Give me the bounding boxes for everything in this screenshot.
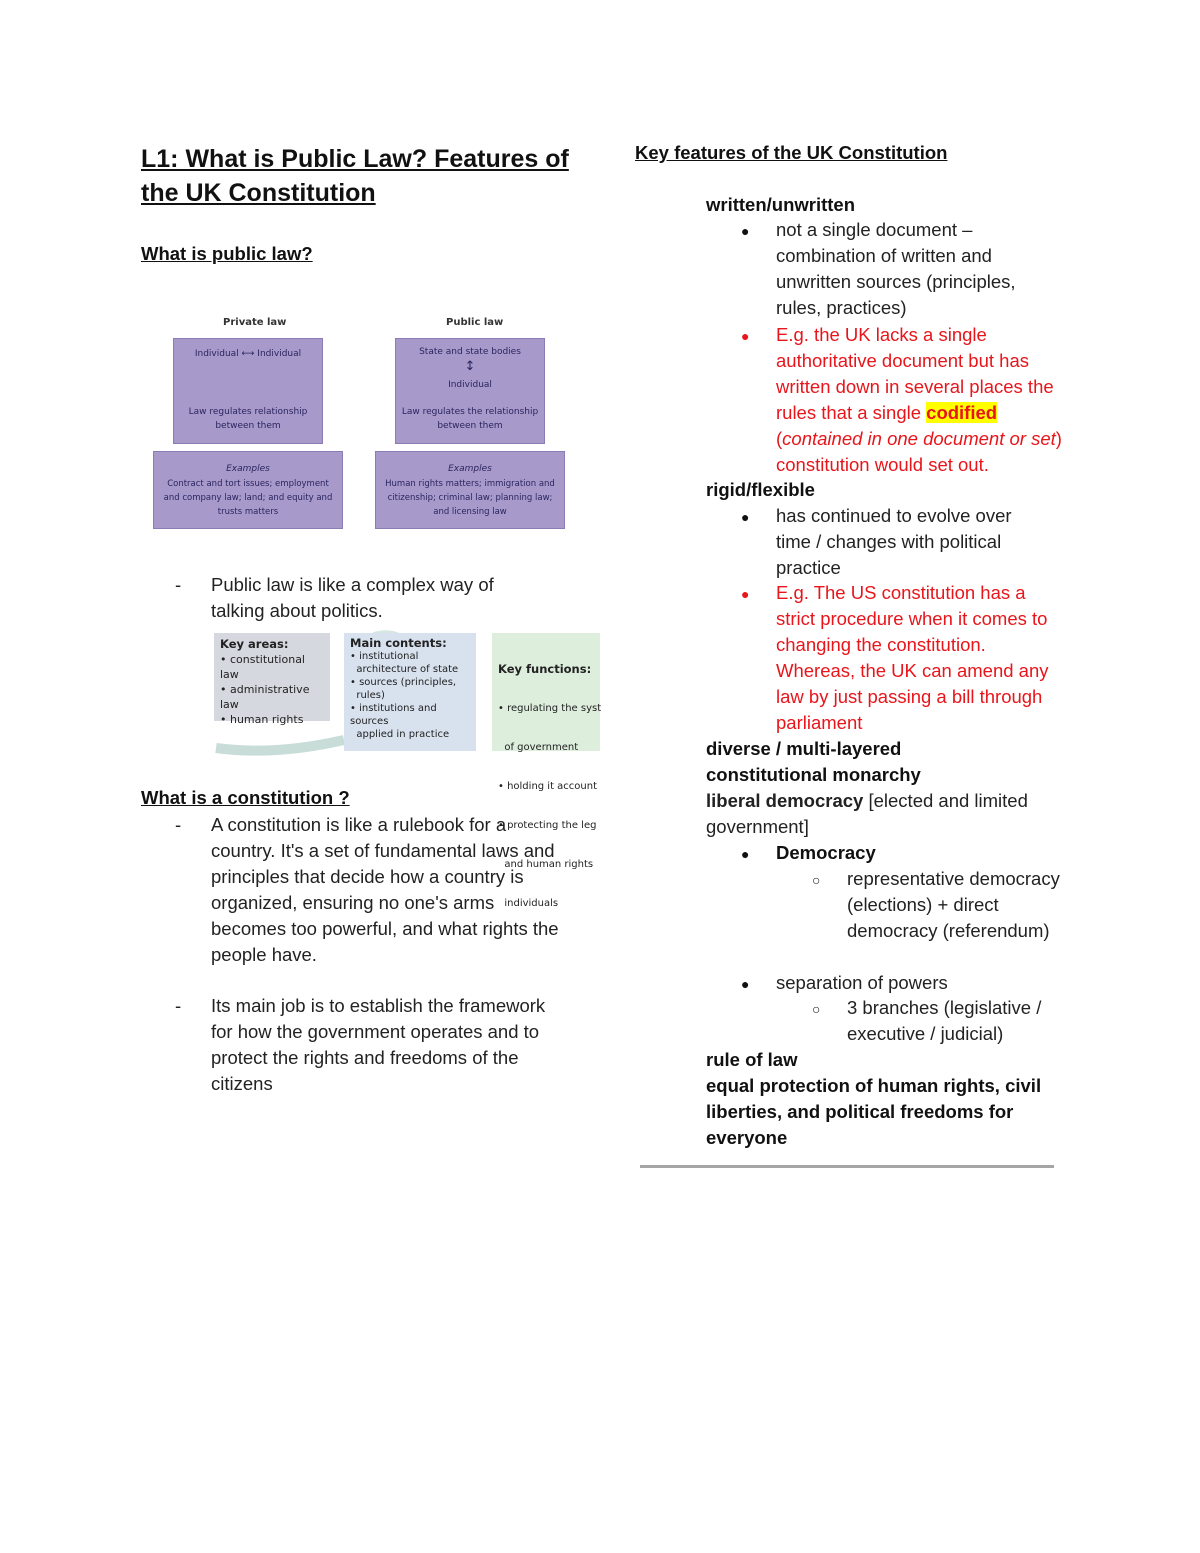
bullet-icon: ● bbox=[741, 846, 750, 862]
diagram-text: and human rights bbox=[498, 859, 594, 870]
private-law-box bbox=[173, 338, 323, 444]
list-item-text bbox=[776, 322, 1066, 478]
key-functions-title: Key functions: bbox=[498, 662, 592, 676]
feature-rigid-flexible: rigid/flexible bbox=[706, 479, 815, 500]
heading-what-is-constitution: What is a constitution ? bbox=[141, 787, 350, 808]
list-item-text: Public law is like a complex way of talking about politics. bbox=[211, 574, 494, 621]
diagram-text: • regulating the syst bbox=[498, 703, 602, 714]
list-item-text: separation of powers bbox=[776, 972, 948, 993]
key-areas-box bbox=[214, 633, 330, 726]
example-italic-text: contained in one document or set bbox=[782, 428, 1056, 449]
diagram-text: • human rights bbox=[220, 713, 304, 726]
bullet-icon: ● bbox=[741, 223, 750, 239]
diagram-text: • administrative law bbox=[220, 683, 310, 711]
public-law-label: Public law bbox=[446, 317, 504, 328]
feature-diverse: diverse / multi-layered bbox=[706, 738, 902, 759]
diagram-text: Individual ⟷ Individual bbox=[194, 349, 302, 359]
diagram-text: and company law; land; and equity and bbox=[163, 493, 333, 503]
diagram-text: citizenship; criminal law; planning law; bbox=[387, 493, 553, 503]
diagram-text: • sources (principles, bbox=[350, 677, 457, 688]
feature-monarchy: constitutional monarchy bbox=[706, 764, 921, 785]
bullet-icon: ● bbox=[741, 976, 750, 992]
examples-label: Examples bbox=[448, 464, 492, 474]
bullet-icon: ● bbox=[741, 509, 750, 525]
diagram-text: and licensing law bbox=[433, 507, 507, 517]
list-item-text: E.g. The US constitution has a strict procedure when it comes to changing the constitution. Whereas, the UK can amend any law by just passing a bill through parliament bbox=[776, 582, 1049, 733]
dash-marker: - bbox=[175, 814, 182, 835]
sub-bullet-icon: ○ bbox=[812, 1001, 821, 1017]
feature-written-unwritten: written/unwritten bbox=[706, 194, 856, 215]
dash-marker: - bbox=[175, 574, 182, 595]
diagram-text: • institutional bbox=[350, 651, 419, 662]
diagram-text: • constitutional law bbox=[220, 653, 305, 681]
diagram-text: Human rights matters; immigration and bbox=[385, 479, 555, 489]
feature-description: [elected and limited government] bbox=[706, 790, 1028, 837]
main-contents-title: Main contents: bbox=[350, 636, 447, 650]
key-functions-box bbox=[492, 633, 602, 909]
diagram-text: • protecting the leg bbox=[498, 820, 597, 831]
list-item-text: 3 branches (legislative / executive / judicial) bbox=[847, 997, 1042, 1044]
page-title: L1: What is Public Law? Features of the UK Constitution bbox=[141, 145, 569, 207]
example-text: ( bbox=[776, 428, 783, 449]
feature-equal-protection: equal protection of human rights, civil liberties, and political freedoms for everyone bbox=[706, 1075, 1042, 1148]
feature-liberal-democracy bbox=[706, 788, 1066, 840]
diagram-text: applied in practice bbox=[350, 729, 450, 740]
private-law-label: Private law bbox=[223, 317, 287, 328]
diagram-text: rules) bbox=[350, 690, 385, 701]
diagram-text: Contract and tort issues; employment bbox=[167, 479, 329, 489]
list-item-text: representative democracy (elections) + direct democracy (referendum) bbox=[847, 868, 1060, 941]
public-examples-box bbox=[375, 451, 565, 529]
diagram-text: • institutions and sources bbox=[350, 703, 437, 727]
bullet-icon: ● bbox=[741, 586, 750, 602]
private-public-law-diagram bbox=[150, 310, 570, 535]
example-text: E.g. the UK lacks a single authoritative document but has written down in several places the rules that a single bbox=[776, 324, 1054, 423]
private-examples-box bbox=[153, 451, 343, 529]
diagram-text: architecture of state bbox=[350, 664, 459, 675]
list-item-text: A constitution is like a rulebook for a country. It's a set of fundamental laws and principles that decide how a country is organized, ensuring no one's arms becomes too powerful, and what rights the people have. bbox=[211, 814, 559, 965]
heading-what-is-public-law: What is public law? bbox=[141, 243, 313, 264]
diagram-text: Law regulates relationship bbox=[188, 407, 308, 417]
diagram-text: between them bbox=[215, 421, 281, 431]
heading-key-features: Key features of the UK Constitution bbox=[635, 142, 948, 163]
dash-marker: - bbox=[175, 995, 182, 1016]
list-item-text: has continued to evolve over time / changes with political practice bbox=[776, 505, 1012, 578]
feature-label: liberal democracy bbox=[706, 790, 864, 811]
sub-bullet-icon: ○ bbox=[812, 872, 821, 888]
example-text: ) constitution would set out. bbox=[776, 428, 1062, 475]
horizontal-divider bbox=[640, 1165, 1054, 1168]
feature-rule-of-law: rule of law bbox=[706, 1049, 798, 1070]
bullet-icon: ● bbox=[741, 328, 750, 344]
examples-label: Examples bbox=[226, 464, 270, 474]
diagram-text: between them bbox=[437, 421, 503, 431]
codified-highlight: codified bbox=[926, 402, 998, 423]
diagram-text: Law regulates the relationship bbox=[401, 407, 539, 417]
public-law-box bbox=[395, 338, 545, 444]
diagram-text: individuals bbox=[498, 898, 559, 909]
list-item-text: Its main job is to establish the framework for how the government operates and to protect the rights and freedoms of the citizens bbox=[211, 995, 546, 1094]
diagram-text: State and state bodies bbox=[419, 347, 521, 357]
diagram-text: • holding it account bbox=[498, 781, 598, 792]
list-item-text: not a single document – combination of written and unwritten sources (principles, rules, practices) bbox=[776, 219, 1016, 318]
diagram-text: trusts matters bbox=[217, 507, 279, 517]
diagram-text: of government bbox=[498, 742, 579, 753]
main-contents-box bbox=[344, 633, 476, 751]
vertical-arrow-icon: ↕ bbox=[464, 359, 476, 374]
list-item-text: Democracy bbox=[776, 842, 876, 863]
diagram-text: Individual bbox=[448, 380, 492, 390]
key-areas-title: Key areas: bbox=[220, 637, 289, 651]
